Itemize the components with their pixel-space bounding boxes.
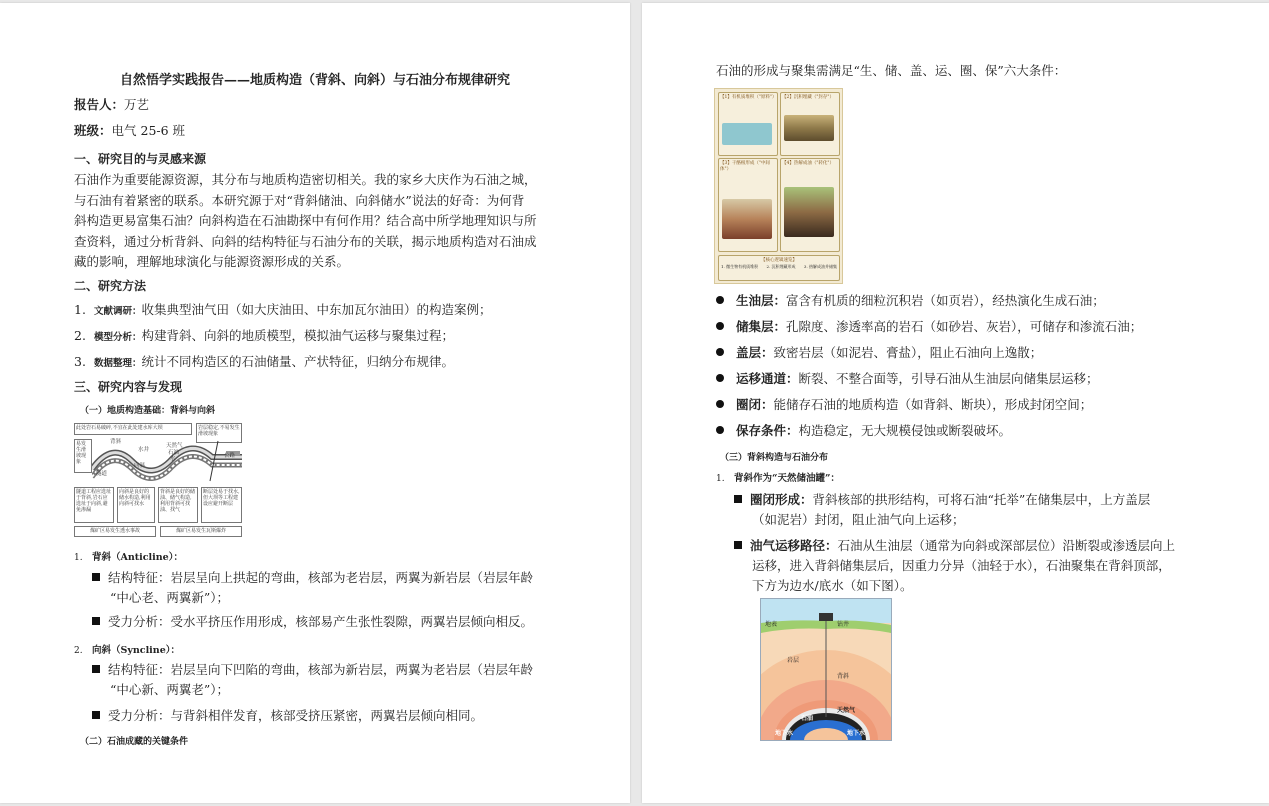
section2-heading: 二、研究方法	[74, 279, 147, 293]
bullet-icon	[716, 426, 724, 434]
bullet-icon	[716, 400, 724, 408]
flow-summary-title: 【核心逻辑速览】	[761, 258, 797, 263]
label-oil: 石油	[168, 450, 180, 456]
kerogen-illustration	[722, 199, 772, 239]
syncline-point-text-cont: “中心新、两翼老”）；	[110, 682, 230, 697]
flow-step-2	[780, 92, 840, 156]
reservoir-title: 背斜作为“天然储油罐”：	[734, 473, 840, 484]
bullet-icon	[716, 374, 724, 382]
fig-label-groundwater-right: 地下水	[847, 730, 866, 737]
condition-label: 生油层：	[736, 293, 787, 308]
label-tunnel: 隧道	[96, 471, 108, 477]
fig-label-surface: 地表	[765, 621, 778, 628]
bullet-icon	[716, 322, 724, 330]
flow-step-title: 【2】沉积埋藏（"封存"）	[782, 95, 835, 100]
method-tag: 数据整理：	[93, 358, 142, 369]
condition-text: 能储存石油的地质构造（如背斜、断块），形成封闭空间；	[773, 397, 1093, 412]
section1-paragraph	[74, 170, 561, 273]
diagram-box: 断层处易于找水,但大坝等工程建设应避开断层	[201, 487, 242, 523]
method-num: 3.	[74, 354, 86, 369]
report-title: 自然悟学实践报告——地质构造（背斜、向斜）与石油分布规律研究	[119, 73, 510, 88]
condition-label: 储集层：	[736, 319, 787, 334]
flow-step-3	[718, 158, 778, 252]
condition-text: 构造稳定，无大规模侵蚀或断裂破坏。	[798, 423, 1012, 438]
condition-item	[716, 343, 1042, 363]
method-text: 收集典型油气田（如大庆油田、中东加瓦尔油田）的构造案例；	[141, 302, 492, 317]
reservoir-heading	[716, 470, 840, 484]
label-anticline: 背斜	[110, 439, 122, 445]
class-line	[74, 121, 185, 141]
square-bullet-icon	[734, 495, 742, 503]
section1-line: 斜构造更易富集石油？向斜构造在石油勘探中有何作用？结合高中所学地理知识与所	[74, 213, 537, 228]
condition-item	[716, 421, 1011, 441]
subsection1-heading: （一）地质构造基础：背斜与向斜	[80, 406, 216, 416]
flow-summary	[718, 255, 840, 281]
section3-heading: 三、研究内容与发现	[74, 380, 183, 394]
water-illustration	[722, 123, 772, 145]
diagram-note-top-left: 此处岩石易破碎,不宜在此处建水库大坝	[74, 423, 192, 435]
condition-text: 孔隙度、渗透率高的岩石（如砂岩、灰岩），可储存和渗流石油；	[786, 319, 1143, 334]
condition-label: 圈闭：	[736, 397, 774, 412]
label-gas: 天然气	[166, 443, 183, 449]
bullet-icon	[716, 296, 724, 304]
square-bullet-icon	[92, 573, 100, 581]
fig-label-groundwater-left: 地下水	[775, 730, 794, 737]
section1-line: 与石油有着紧密的联系。本研究源于对“背斜储油、向斜储水”说法的好奇：为何背	[74, 192, 525, 208]
anticline-point	[92, 568, 562, 608]
flow-step-title: 【4】热解成油（"转化"）	[782, 161, 835, 166]
section1-line: 藏的影响，理解地球演化与能源资源形成的关系。	[74, 254, 350, 269]
reporter-value: 万艺	[124, 97, 150, 112]
flow-step-title: 【1】有机质堆积（"原料"）	[720, 95, 777, 100]
oil-formation-flow-figure	[714, 88, 843, 284]
page-right	[642, 3, 1269, 803]
section1-line: 查资料，通过分析背斜、向斜的结构特征与石油分布的关联，揭示地质构造对石油成	[74, 233, 537, 249]
anticline-point	[92, 612, 562, 632]
migration-point-text: 石油从生油层（通常为向斜或深部层位）沿断裂或渗透层向上	[837, 538, 1176, 553]
migration-point	[734, 536, 1204, 596]
anticline-num: 1.	[74, 553, 83, 563]
square-bullet-icon	[92, 617, 100, 625]
sediment-illustration	[784, 115, 834, 141]
condition-text: 致密岩层（如泥岩、膏盐），阻止石油向上逸散；	[773, 345, 1043, 360]
syncline-num: 2.	[74, 646, 83, 656]
anticline-point-text: 受力分析：受水平挤压作用形成，核部易产生张性裂隙，两翼岩层倾向相反。	[108, 614, 534, 629]
diagram-box: 隧道工程应选址于背斜,岩石应选址于向斜,避免渗漏	[74, 487, 114, 523]
reporter-label: 报告人：	[74, 97, 125, 112]
flow-summary-steps	[719, 264, 839, 270]
section1-line: 石油作为重要能源资源，其分布与地质构造密切相关。我的家乡大庆作为石油之城，	[74, 172, 537, 187]
label-syncline: 向斜	[134, 463, 146, 469]
condition-label: 保存条件：	[736, 423, 799, 438]
flow-step-4	[780, 158, 840, 252]
method-item	[74, 300, 492, 318]
syncline-point	[92, 706, 562, 726]
syncline-point-text: 受力分析：与背斜相伴发育，核部受挤压紧密，两翼岩层倾向相同。	[108, 708, 484, 723]
diagram-box: 背斜是良好的储油、储气构造,利用背斜可找油、找气	[158, 487, 198, 523]
fig-label-gas: 天然气	[837, 707, 856, 714]
class-value: 电气 25-6 班	[111, 123, 186, 138]
trap-point-text-cont: （如泥岩）封闭，阻止油气向上运移；	[752, 512, 965, 527]
condition-item	[716, 369, 1099, 389]
trap-point-text: 背斜核部的拱形结构，可将石油“托举”在储集层中，上方盖层	[812, 492, 1151, 507]
migration-point-text-cont: 运移，进入背斜储集层后，因重力分异（油轻于水），石油聚集在背斜顶部，	[752, 558, 1171, 573]
reservoir-num: 1.	[716, 474, 725, 484]
trap-point	[734, 490, 1204, 530]
method-text: 统计不同构造区的石油储量、产状特征，归纳分布规律。	[141, 354, 455, 369]
condition-label: 运移通道：	[736, 371, 799, 386]
square-bullet-icon	[734, 541, 742, 549]
label-water: 水	[170, 456, 176, 462]
oil-generation-illustration	[784, 187, 834, 237]
fig-label-drill: 钻井	[837, 621, 850, 628]
label-well: 水井	[138, 447, 150, 453]
anticline-title: 背斜（Anticline）：	[92, 552, 183, 563]
condition-text: 富含有机质的细粒沉积岩（如页岩），经热演化生成石油；	[786, 293, 1105, 308]
flow-summary-step: 1. 微生物有机质堆积	[721, 264, 759, 269]
syncline-title: 向斜（Syncline）：	[92, 645, 180, 656]
diagram-note-bottom-left: 煤矿区易发生透水事故	[74, 526, 156, 537]
method-num: 2.	[74, 328, 86, 343]
subsection3-heading: （三）背斜构造与石油分布	[720, 453, 829, 463]
diagram-note-bottom-right: 煤矿区易发生瓦斯爆炸	[160, 526, 242, 537]
anticline-point-text: 结构特征：岩层呈向上拱起的弯曲，核部为老岩层，两翼为新岩层（岩层年龄	[108, 570, 534, 585]
square-bullet-icon	[92, 711, 100, 719]
migration-point-label: 油气运移路径：	[750, 538, 838, 553]
diagram-box: 向斜是良好的储水构造,利用向斜可找水	[117, 487, 155, 523]
bullet-icon	[716, 348, 724, 356]
fig-label-oil: 石油	[801, 715, 814, 722]
flow-step-title: 【3】干酪根形成（"中间体"）	[720, 161, 770, 172]
flow-step-1	[718, 92, 778, 156]
anticline-heading	[74, 549, 183, 563]
conditions-intro: 石油的形成与聚集需满足“生、储、盖、运、圈、保”六大条件：	[716, 63, 1067, 78]
method-num: 1.	[74, 302, 86, 317]
trap-point-label: 圈闭形成：	[750, 492, 813, 507]
syncline-point	[92, 660, 562, 700]
fig-label-rock: 岩层	[787, 657, 800, 664]
condition-label: 盖层：	[736, 345, 774, 360]
anticline-point-text-cont: “中心老、两翼新”）；	[110, 590, 230, 605]
fig-label-anticline: 背斜	[837, 673, 850, 680]
method-tag: 文献调研：	[93, 306, 142, 317]
flow-summary-step: 2. 沉积埋藏形成	[766, 264, 796, 269]
anticline-syncline-diagram	[74, 421, 242, 539]
migration-point-text-cont: 下方为边水/底水（如下图）。	[752, 578, 913, 593]
section1-heading: 一、研究目的与灵感来源	[74, 152, 207, 166]
condition-item	[716, 395, 1092, 415]
flow-summary-step: 3. 热解成油并储集	[803, 264, 837, 269]
condition-item	[716, 291, 1105, 311]
oil-trap-illustration	[761, 599, 891, 740]
method-tag: 模型分析：	[93, 332, 142, 343]
reporter-line	[74, 95, 149, 115]
method-text: 构建背斜、向斜的地质模型，模拟油气运移与聚集过程；	[141, 328, 455, 343]
syncline-point-text: 结构特征：岩层呈向下凹陷的弯曲，核部为新岩层，两翼为老岩层（岩层年龄	[108, 662, 534, 677]
diagram-note-top-right: 岩层稳定,不易发生滑坡现象	[196, 423, 242, 443]
anticline-oil-trap-figure	[760, 598, 892, 741]
method-item	[74, 326, 454, 344]
subsection2-heading: （二）石油成藏的关键条件	[80, 737, 189, 747]
page-left	[0, 3, 630, 803]
syncline-heading	[74, 642, 180, 656]
condition-item	[716, 317, 1142, 337]
label-road: 公路	[224, 453, 236, 459]
method-item	[74, 352, 454, 370]
square-bullet-icon	[92, 665, 100, 673]
condition-text: 断裂、不整合面等，引导石油从生油层向储集层运移；	[798, 371, 1099, 386]
diagram-note-left: 易发生滑坡现象	[74, 439, 92, 473]
class-label: 班级：	[74, 123, 112, 138]
